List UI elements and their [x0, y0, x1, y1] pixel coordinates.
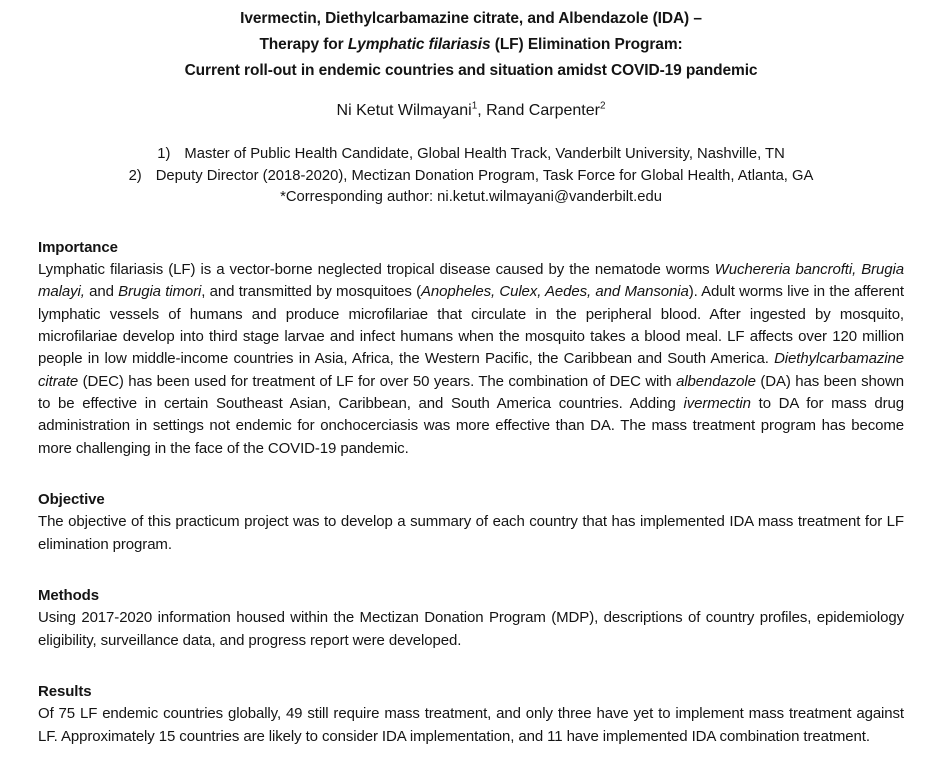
affiliation-list: [38, 144, 904, 187]
section-paragraph: [38, 259, 904, 460]
text-run: Using 2017-2020 information housed within the Mectizan Donation Program (MDP), descriptions of country profiles, epidemiology eligibility, surveillance data, and progress report were developed.: [38, 609, 904, 649]
paper-title-line: [38, 32, 904, 58]
text-run: (DA) has been shown to be effective in certain Southeast Asian, Caribbean, and South America countries. Adding: [38, 372, 904, 412]
text-run: Of 75 LF endemic countries globally, 49 still require mass treatment, and only three have yet to implement mass treatment against LF. Approximately 15 countries are likely to consider IDA implementation, and 11 have implemented IDA combination treatment.: [38, 705, 904, 745]
section-heading: Methods: [38, 586, 99, 604]
section-heading: Importance: [38, 238, 118, 256]
affiliation-text: Deputy Director (2018-2020), Mectizan Donation Program, Task Force for Global Health, Atlanta, GA: [155, 167, 814, 184]
text-run: (DEC) has been used for treatment of LF for over 50 years. The combination of DEC with: [78, 372, 677, 390]
abstract-section-objective: [38, 489, 904, 556]
text-run: Therapy for: [259, 36, 348, 53]
italic-text-run: ivermectin: [683, 394, 751, 412]
text-run: Ni Ketut Wilmayani: [336, 102, 472, 119]
abstract-sections: [38, 237, 904, 749]
title-block: [38, 6, 904, 84]
section-paragraph: [38, 703, 904, 748]
abstract-section-methods: [38, 585, 904, 652]
affiliation-marker: 1): [157, 146, 171, 162]
text-run: The objective of this practicum project was to develop a summary of each country that has implemented IDA mass treatment for LF elimination program.: [38, 513, 904, 553]
affiliation-row: [38, 166, 904, 188]
italic-text-run: Anopheles, Culex, Aedes, and Mansonia: [420, 283, 689, 301]
text-run: ). Adult worms live in the afferent lymphatic vessels of humans and produce microfilariae that circulate in the peripheral blood. After ingested by mosquito, microfilariae develop into third stage larvae and infect humans when the mosquito takes a blood meal. LF affects over 120 million people in low middle-income countries in Asia, Africa, the Western Pacific, the Caribbean and South America.: [38, 283, 904, 368]
italic-text-run: albendazole: [676, 372, 756, 390]
text-run: to DA for mass drug administration in settings not endemic for onchocerciasis was more effective than DA. The mass treatment program has become more challenging in the face of the COVID-19 pandemic.: [38, 394, 904, 457]
text-run: , Rand Carpenter: [477, 102, 600, 119]
author-line: [38, 100, 904, 122]
paper-title-line: [38, 6, 904, 32]
author-superscript: 1: [471, 100, 478, 112]
text-run: Ivermectin, Diethylcarbamazine citrate, and Albendazole (IDA) –: [240, 10, 702, 27]
affiliation-marker: 2): [128, 167, 142, 184]
affiliation-row: [38, 144, 904, 166]
section-paragraph: [38, 511, 904, 556]
text-run: , and transmitted by mosquitoes (: [201, 283, 421, 301]
section-heading: Results: [38, 683, 92, 700]
text-run: (LF) Elimination Program:: [490, 36, 683, 53]
italic-text-run: Lymphatic filariasis: [347, 36, 491, 53]
affiliation-text: Master of Public Health Candidate, Global Health Track, Vanderbilt University, Nashville, TN: [184, 146, 785, 162]
text-run: Lymphatic filariasis (LF) is a vector-borne neglected tropical disease caused by the nematode worms: [38, 260, 715, 278]
author-superscript: 2: [599, 100, 606, 112]
abstract-section-importance: [38, 237, 904, 460]
paper-title-line: [38, 58, 904, 84]
text-run: and: [84, 283, 119, 301]
corresponding-author-line: *Corresponding author: ni.ketut.wilmayani@vanderbilt.edu: [280, 189, 662, 205]
abstract-section-results: [38, 681, 904, 748]
italic-text-run: Wuchereria bancrofti, Brugia malayi,: [38, 260, 904, 301]
text-run: Current roll-out in endemic countries and situation amidst COVID-19 pandemic: [184, 62, 758, 79]
italic-text-run: Brugia timori: [118, 283, 202, 301]
section-heading: Objective: [38, 490, 105, 508]
italic-text-run: Diethylcarbamazine citrate: [38, 350, 904, 390]
section-paragraph: [38, 607, 904, 652]
